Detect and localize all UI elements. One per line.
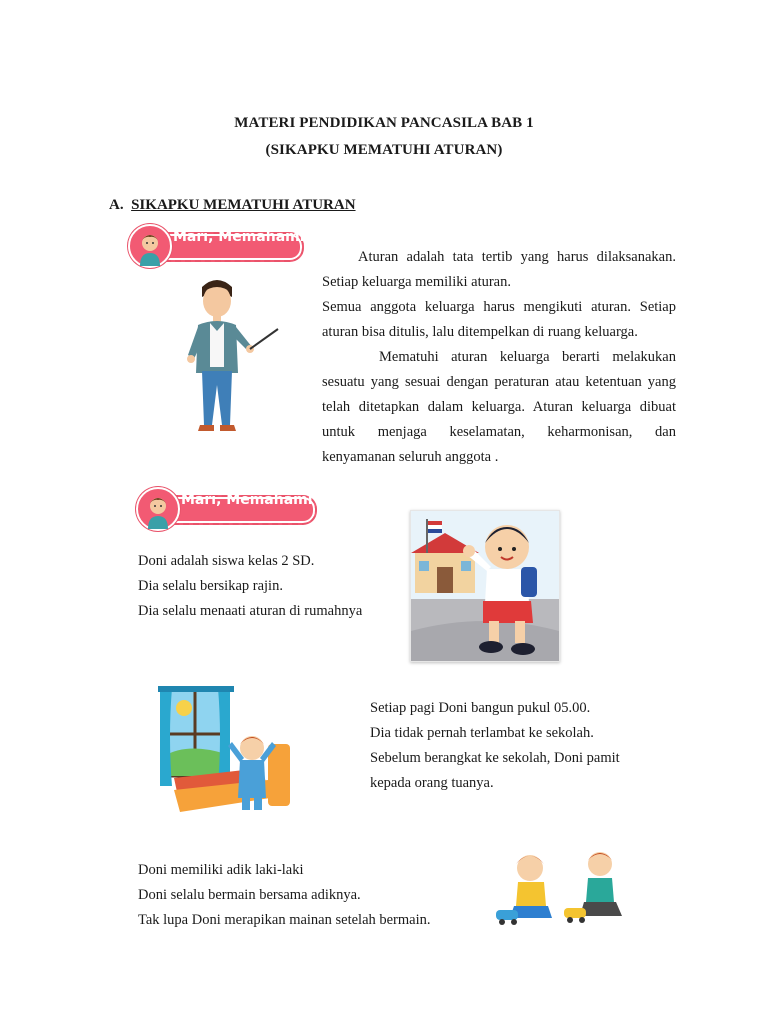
story-line: kepada orang tuanya. <box>370 775 494 791</box>
banner-label: Mari, Memahami <box>173 229 305 245</box>
mari-memahami-banner <box>128 224 303 264</box>
intro-text <box>322 245 676 470</box>
section-title: SIKAPKU MEMATUHI ATURAN <box>131 197 356 213</box>
intro-paragraph-3: Mematuhi aturan keluarga berarti melakukan sesuatu yang sesuai dengan peraturan atau ketentuan yang telah ditetapkan dalam keluarga. Aturan keluarga dibuat untuk menjaga keselamatan, keharmonisan, dan kenyamanan seluruh anggota . <box>322 349 676 465</box>
boy-school-illustration <box>410 510 560 662</box>
story-line: Doni memiliki adik laki-laki <box>138 862 304 878</box>
story-line: Doni selalu bermain bersama adiknya. <box>138 887 361 903</box>
boy-waking-up-illustration <box>158 686 300 816</box>
intro-paragraph-1: Aturan adalah tata tertib yang harus dilaksanakan. Setiap keluarga memiliki aturan. <box>322 249 676 290</box>
story-1-text <box>138 549 362 624</box>
document-title: MATERI PENDIDIKAN PANCASILA BAB 1 <box>234 115 534 131</box>
story-line: Dia selalu bersikap rajin. <box>138 578 283 594</box>
story-2-text <box>370 696 620 796</box>
child-avatar-icon <box>136 487 180 531</box>
child-avatar-icon <box>128 224 172 268</box>
banner-label: Mari, Memahami <box>181 492 313 508</box>
teacher-illustration <box>180 275 285 435</box>
boys-playing-illustration <box>492 848 632 928</box>
section-letter: A. <box>109 197 124 213</box>
intro-paragraph-2: Semua anggota keluarga harus mengikuti aturan. Setiap aturan bisa ditulis, lalu ditempelkan di ruang keluarga. <box>322 299 676 340</box>
document-subtitle: (SIKAPKU MEMATUHI ATURAN) <box>265 142 503 158</box>
story-line: Sebelum berangkat ke sekolah, Doni pamit <box>370 750 620 766</box>
story-line: Tak lupa Doni merapikan mainan setelah bermain. <box>138 912 431 928</box>
story-line: Dia tidak pernah terlambat ke sekolah. <box>370 725 594 741</box>
story-3-text <box>138 858 431 933</box>
mari-memahami-banner <box>136 487 316 527</box>
section-heading <box>109 197 356 214</box>
story-line: Doni adalah siswa kelas 2 SD. <box>138 553 315 569</box>
story-line: Dia selalu menaati aturan di rumahnya <box>138 603 363 619</box>
story-line: Setiap pagi Doni bangun pukul 05.00. <box>370 700 591 716</box>
